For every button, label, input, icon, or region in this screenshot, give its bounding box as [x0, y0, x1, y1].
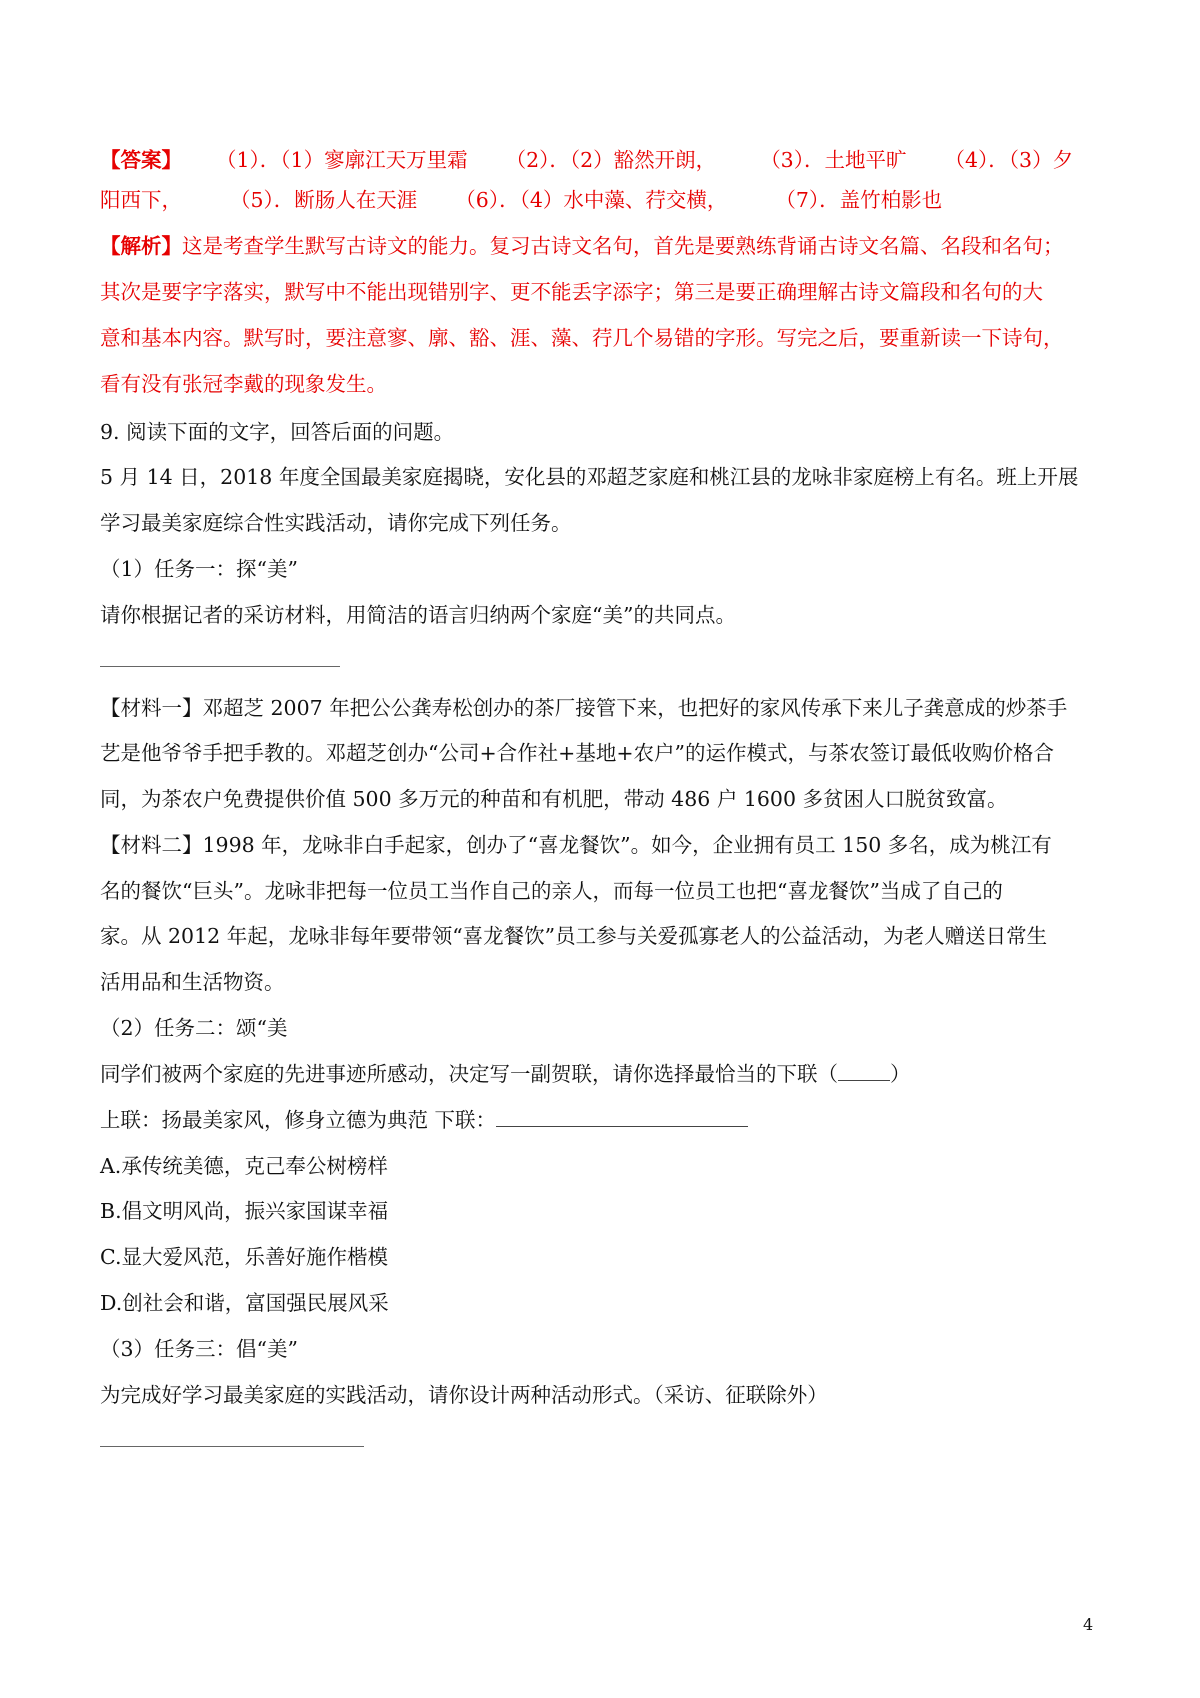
couplet-text: 上联：扬最美家风，修身立德为典范 下联： [100, 1108, 497, 1132]
task3-prompt: 为完成好学习最美家庭的实践活动，请你设计两种活动形式。（采访、征联除外） [100, 1383, 828, 1407]
material2-line: 家。从 2012 年起，龙咏非每年要带领“喜龙餐饮”员工参与关爱孤寡老人的公益活动，为老人赠送日常生 [100, 924, 1048, 948]
analysis-line-1 [100, 231, 1064, 261]
answer-label: 【答案】 [100, 148, 182, 172]
question-intro-line: 5 月 14 日，2018 年度全国最美家庭揭晓，安化县的邓超芝家庭和桃江县的龙咏非家庭榜上有名。班上开展 [100, 465, 1079, 489]
analysis-text: 这是考查学生默写古诗文的能力。复习古诗文名句，首先是要熟练背诵古诗文名篇、名段和名句； [182, 234, 1064, 258]
couplet-line [100, 1105, 748, 1135]
page-number: 4 [1083, 1615, 1094, 1634]
task3-answer-line[interactable] [100, 1446, 364, 1447]
material1-line: 同，为茶农户免费提供价值 500 多万元的种苗和有机肥，带动 486 户 1600 多贫困人口脱贫致富。 [100, 787, 1008, 811]
material2-line: 活用品和生活物资。 [100, 970, 285, 994]
task3-title: （3）任务三：倡“美” [100, 1337, 299, 1361]
task2-prompt-text: 同学们被两个家庭的先进事迹所感动，决定写一副贺联，请你选择最恰当的下联（ [100, 1062, 838, 1086]
answer-item: （1）．（1）寥廓江天万里霜 [216, 148, 468, 172]
analysis-line-2: 其次是要字字落实，默写中不能出现错别字、更不能丢字添字；第三是要正确理解古诗文篇段和名句的大 [100, 280, 1043, 304]
task2-prompt-close: ） [890, 1062, 911, 1086]
option-a: A.承传统美德，克己奉公树榜样 [100, 1154, 388, 1178]
question-intro-line: 学习最美家庭综合性实践活动，请你完成下列任务。 [100, 511, 572, 535]
couplet-answer-blank[interactable] [496, 1106, 748, 1127]
answer-item: （5）．断肠人在天涯 [230, 188, 418, 212]
material1-line: 艺是他爷爷手把手教的。邓超芝创办“公司+合作社+基地+农户”的运作模式，与茶农签订最低收购价格合 [100, 741, 1054, 765]
choice-answer-blank[interactable] [838, 1060, 890, 1081]
option-d: D.创社会和谐，富国强民展风采 [100, 1291, 389, 1315]
analysis-label: 【解析】 [100, 234, 182, 258]
option-c: C.显大爱风范，乐善好施作楷模 [100, 1245, 388, 1269]
answer-line-1 [100, 145, 1073, 175]
answer-item: （6）．（4）水中藻、荇交横， [455, 188, 728, 212]
option-b: B.倡文明风尚，振兴家国谋幸福 [100, 1199, 389, 1223]
analysis-line-3: 意和基本内容。默写时，要注意寥、廓、豁、涯、藻、荇几个易错的字形。写完之后，要重新读一下诗句， [100, 326, 1064, 350]
task1-answer-line[interactable] [100, 666, 340, 667]
answer-item: 阳西下， [100, 188, 182, 212]
answer-item: （3）．土地平旷 [760, 148, 907, 172]
analysis-line-4: 看有没有张冠李戴的现象发生。 [100, 372, 387, 396]
answer-item: （2）．（2）豁然开朗， [505, 148, 717, 172]
task1-title: （1）任务一：探“美” [100, 557, 299, 581]
question-9-title: 9. 阅读下面的文字，回答后面的问题。 [100, 420, 455, 444]
answer-line-2 [100, 185, 942, 215]
material1-line: 【材料一】邓超芝 2007 年把公公龚寿松创办的茶厂接管下来，也把好的家风传承下来儿子龚意成的炒茶手 [100, 696, 1068, 720]
material2-line: 名的餐饮“巨头”。龙咏非把每一位员工当作自己的亲人，而每一位员工也把“喜龙餐饮”当成了自己的 [100, 879, 1003, 903]
task1-prompt: 请你根据记者的采访材料，用简洁的语言归纳两个家庭“美”的共同点。 [100, 603, 736, 627]
answer-item: （4）．（3）夕 [944, 148, 1074, 172]
answer-item: （7）．盖竹柏影也 [775, 188, 943, 212]
task2-title: （2）任务二：颂“美 [100, 1016, 288, 1040]
material2-line: 【材料二】1998 年，龙咏非白手起家，创办了“喜龙餐饮”。如今，企业拥有员工 150 多名，成为桃江有 [100, 833, 1052, 857]
task2-prompt [100, 1059, 911, 1089]
